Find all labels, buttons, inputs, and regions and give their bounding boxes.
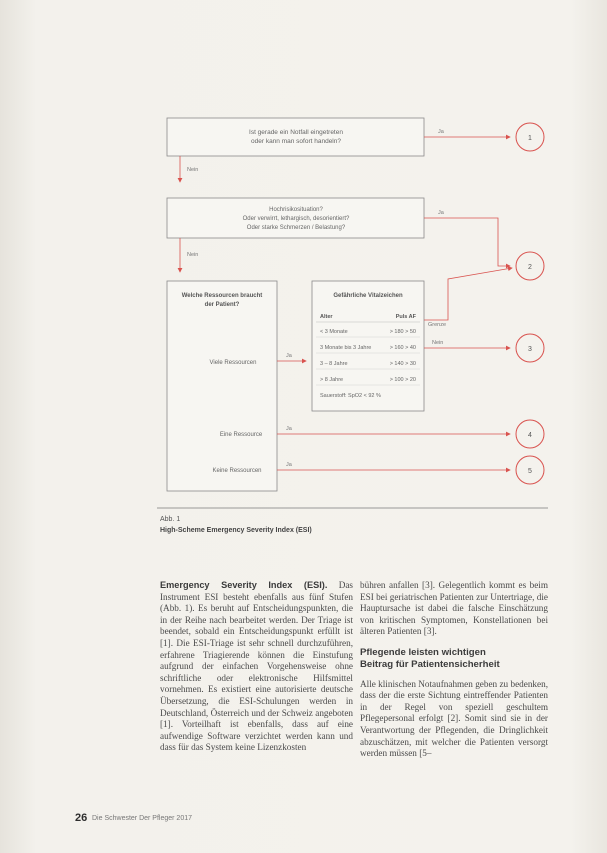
resources-heading-2: der Patient?: [204, 302, 240, 308]
box2-no-label: Nein: [187, 252, 199, 258]
vitals-val-1: > 160 > 40: [389, 345, 416, 351]
vitals-no-label: Nein: [432, 340, 444, 346]
level-5-number: 5: [528, 468, 532, 475]
figure-label: Abb. 1: [160, 516, 181, 523]
resources-heading-1: Welche Ressourcen braucht: [181, 293, 263, 299]
keine-yes-label: Ja: [286, 462, 292, 468]
vitals-age-2: 3 – 8 Jahre: [320, 361, 348, 367]
vitals-age-0: < 3 Monate: [320, 329, 348, 335]
box1-no-label: Nein: [187, 167, 199, 173]
box1-line1: Ist gerade ein Notfall eingetreten: [249, 129, 343, 136]
vitals-age-1: 3 Monate bis 3 Jahre: [320, 345, 372, 351]
resources-box: [167, 281, 277, 491]
box2-line1: Hochrisikosituation?: [269, 207, 323, 213]
box1-yes-label: Ja: [438, 129, 444, 135]
journal-name: Die Schwester Der Pfleger 2017: [92, 815, 192, 822]
level-3-number: 3: [528, 346, 532, 353]
paragraph-esi: [160, 580, 353, 754]
section-heading: Pflegende leisten wichtigen Beitrag für Patientensicherheit: [360, 646, 500, 670]
vitals-col-values: Puls AF: [395, 314, 416, 320]
vitals-age-3: > 8 Jahre: [320, 377, 344, 383]
esi-body: Das Instrument ESI besteht ebenfalls aus fünf Stufen (Abb. 1). Es beruht auf Entscheidungspunkten, die in der Reihe nach bearbeitet werden. Der Triage ist beendet, sobald ein Entscheidungspunkt erfüllt ist [1]. Die ESI-Triage ist sehr schnell durchzuführen, erfahrene Triagierende können die Einstufung aufgrund der einfachen Vorgehensweise ohne schriftliche oder elektronische Hilfsmittel vornehmen. Es existiert eine autorisierte deutsche Übersetzung, die ESI-Schulungen werden in Deutschland, Österreich und der Schweiz angeboten [1]. Vorteilhaft ist ebenfalls, dass auf eine aufwendige Software verzichtet werden kann und dass für das System keine Lizenzkosten: [160, 580, 353, 753]
box2-line3: Oder starke Schmerzen / Belastung?: [246, 225, 346, 231]
box2-yes-label: Ja: [438, 210, 444, 216]
level-1-number: 1: [528, 135, 532, 142]
eine-yes-label: Ja: [286, 426, 292, 432]
arrow-vitals-to-level2: [424, 268, 512, 320]
level-2-number: 2: [528, 264, 532, 271]
paragraph-continuation: bühren anfallen [3]. Gelegentlich kommt es beim ESI bei geriatrischen Patienten zur Untertriage, die Hauptursache ist dabei die falsche Einschätzung von kritischen Symptomen, Konstellationen bei älteren Patienten [3].: [360, 580, 548, 637]
paragraph-nursing: Alle klinischen Notaufnahmen geben zu bedenken, dass der die erste Sichtung eintreffender Patienten in der Regel von speziell geschultem Pflegepersonal erfolgt [2]. Somit sind sie in der Verantwortung der Pflegenden, die Dringlichkeit abzuschätzen, mit welcher die Patienten versorgt werden müssen [5–: [360, 678, 548, 759]
viele-yes-label: Ja: [286, 353, 292, 359]
vitals-val-2: > 140 > 30: [389, 361, 416, 367]
box1-line2: oder kann man sofort handeln?: [251, 138, 341, 145]
text-column-left: [160, 580, 353, 763]
resources-keine: Keine Ressourcen: [212, 468, 262, 474]
vitals-footnote: Sauerstoff: SpO2 < 92 %: [320, 393, 381, 399]
level-4-number: 4: [528, 432, 532, 439]
vitals-col-age: Alter: [320, 314, 333, 320]
text-column-right: [360, 580, 548, 769]
vitals-heading: Gefährliche Vitalzeichen: [333, 293, 403, 299]
page-number: 26: [75, 812, 88, 824]
figure-caption: High-Scheme Emergency Severity Index (ESI): [160, 527, 312, 534]
resources-viele: Viele Ressourcen: [209, 360, 257, 366]
esi-run-in-heading: Emergency Severity Index (ESI).: [160, 580, 328, 590]
vitals-border-label: Grenze: [428, 322, 447, 328]
box2-line2: Oder verwirrt, lethargisch, desorientiert?: [242, 216, 350, 222]
resources-eine: Eine Ressource: [219, 432, 263, 438]
arrow-box2-to-level2: [424, 218, 510, 266]
decision-box-1: [167, 118, 424, 156]
vitals-val-0: > 180 > 50: [389, 329, 416, 335]
vitals-val-3: > 100 > 20: [389, 377, 416, 383]
